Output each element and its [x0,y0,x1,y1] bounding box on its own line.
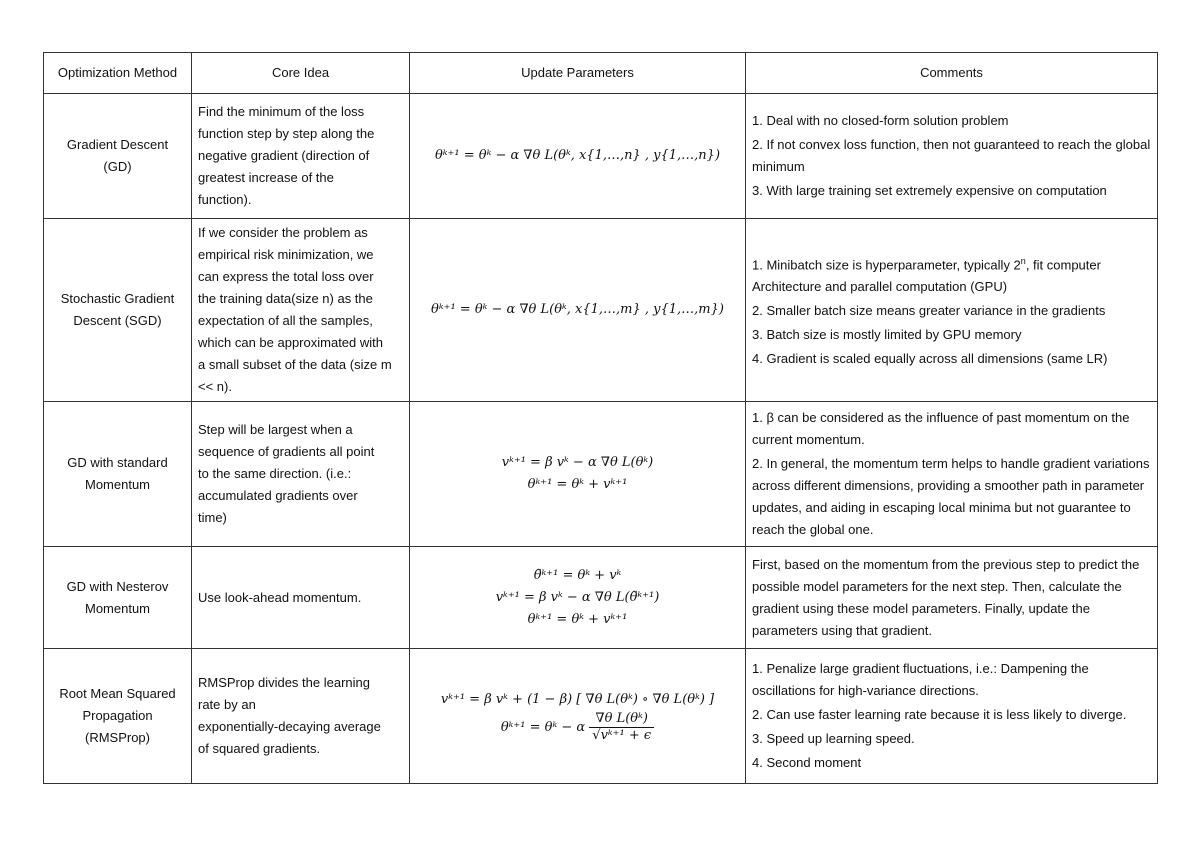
header-update-parameters: Update Parameters [410,53,746,94]
idea-line: function). [198,192,252,207]
method-name-line: GD with Nesterov [66,578,169,594]
idea-line: sequence of gradients all point [198,444,375,459]
method-name-line: GD with standard [67,455,168,470]
comment-text: , fit computer Architecture and parallel computation (GPU) [752,257,1101,295]
idea-line: of squared gradients. [198,741,321,756]
fraction-numerator: ∇θ L(θᵏ) [589,711,654,728]
update-formula-cell [410,402,746,547]
idea-line: RMSProp divides the learning [198,675,370,690]
update-formula: vᵏ⁺¹ = β vᵏ + (1 − β) [ ∇θ L(θᵏ) ∘ ∇θ L(θᵏ) ] [440,691,715,707]
method-name-line: Stochastic Gradient [60,291,175,306]
table-row [44,547,1158,649]
formula-lhs: θᵏ⁺¹ = θᵏ − α [500,719,586,735]
idea-line: expectation of all the samples, [198,313,373,328]
method-cell [44,547,192,649]
table-row [44,94,1158,219]
update-formula: vᵏ⁺¹ = β vᵏ − α ∇θ L(θᵏ) [501,455,654,470]
idea-line: can express the total loss over [198,269,374,284]
idea-line: Find the minimum of the loss [198,104,365,119]
header-comments: Comments [746,53,1158,94]
idea-line: which can be approximated with [198,335,383,350]
core-idea-cell [192,94,410,219]
update-formula-cell [410,547,746,649]
idea-line: rate by an [198,697,256,712]
idea-line: Step will be largest when a [198,422,353,437]
header-row [44,53,1158,94]
comments-cell [746,649,1158,784]
idea-line: If we consider the problem as [198,225,368,240]
idea-line: time) [198,510,227,525]
update-formula: θᵏ⁺¹ = θᵏ + vᵏ⁺¹ [527,611,628,627]
method-name-line: Descent (SGD) [73,313,162,328]
idea-line: exponentially-decaying average [198,719,381,734]
comment-item: 3. With large training set extremely expensive on computation [752,183,1107,198]
idea-line: to the same direction. (i.e.: [198,466,352,481]
comment-item: 4. Second moment [752,755,862,770]
comment-item [752,250,1151,298]
update-formula-cell [410,219,746,402]
method-name-line: Momentum [84,477,151,492]
comment-item: 1. β can be considered as the influence of past momentum on the current momentum. [752,410,1130,447]
comment-item: 4. Gradient is scaled equally across all dimensions (same LR) [752,351,1108,367]
update-formula-cell [410,94,746,219]
comment-text: 1. Minibatch size is hyperparameter, typically 2 [752,257,1021,273]
idea-line: greatest increase of the [198,170,334,185]
idea-line: the training data(size n) as the [198,291,373,306]
update-formula: θ̃ᵏ⁺¹ = θᵏ + vᵏ [533,567,622,583]
method-name-line: Propagation [82,708,153,723]
header-core-idea: Core Idea [192,53,410,94]
idea-line: negative gradient (direction of [198,148,370,163]
comment-item: 3. Speed up learning speed. [752,731,915,746]
method-cell [44,649,192,784]
method-name-line: (RMSProp) [84,730,150,745]
method-cell [44,219,192,402]
fraction [589,711,654,744]
idea-line: Use look-ahead momentum. [198,589,362,605]
comment-item: 1. Penalize large gradient fluctuations, i.e.: Dampening the oscillations for high-variance directions. [752,661,1089,698]
idea-line: empirical risk minimization, we [198,247,374,262]
update-formula: θᵏ⁺¹ = θᵏ − α ∇θ L(θᵏ, x{1,…,m} , y{1,…,m}) [431,302,724,317]
comments-cell [746,219,1158,402]
update-formula-cell [410,649,746,784]
update-formula: θᵏ⁺¹ = θᵏ − α ∇θ L(θᵏ, x{1,…,n} , y{1,…,n}) [434,148,721,163]
update-formula: vᵏ⁺¹ = β vᵏ − α ∇θ L(θ̃ᵏ⁺¹) [495,589,660,605]
comments-cell [746,402,1158,547]
comment-item: First, based on the momentum from the previous step to predict the possible model parameters for the next step. Then, calculate the gradient using these model parameters. Finally, update the parameters using that gradient. [752,556,1140,638]
comment-item: 2. In general, the momentum term helps to handle gradient variations across different dimensions, providing a smoother path in parameter updates, and aiding in escaping local minima but not guarantee to reach the global one. [752,456,1150,537]
method-name-line: Gradient Descent [66,137,169,152]
comment-item: 2. If not convex loss function, then not guaranteed to reach the global minimum [752,137,1151,174]
comments-cell [746,94,1158,219]
core-idea-cell [192,402,410,547]
idea-line: function step by step along the [198,126,375,141]
table-row [44,402,1158,547]
core-idea-cell [192,547,410,649]
fraction-denominator: √vᵏ⁺¹ + ϵ [592,727,652,743]
comment-item: 1. Deal with no closed-form solution problem [752,113,1009,128]
header-method: Optimization Method [44,53,192,94]
method-name-line: (GD) [103,159,132,174]
comment-item: 3. Batch size is mostly limited by GPU memory [752,327,1022,343]
table-row [44,219,1158,402]
idea-line: a small subset of the data (size m [198,357,392,372]
idea-line: accumulated gradients over [198,488,358,503]
comment-superscript: n [1020,255,1026,266]
update-formula [416,711,739,744]
comment-item: 2. Smaller batch size means greater variance in the gradients [752,303,1106,319]
idea-line: << n). [198,379,232,394]
update-formula: θᵏ⁺¹ = θᵏ + vᵏ⁺¹ [527,477,628,492]
comment-item: 2. Can use faster learning rate because it is less likely to diverge. [752,707,1127,722]
method-name-line: Root Mean Squared [59,686,176,701]
core-idea-cell [192,219,410,402]
comments-cell [746,547,1158,649]
core-idea-cell [192,649,410,784]
optimization-methods-table [43,52,1158,784]
method-cell [44,94,192,219]
method-name-line: Momentum [84,600,151,616]
method-cell [44,402,192,547]
table-row [44,649,1158,784]
